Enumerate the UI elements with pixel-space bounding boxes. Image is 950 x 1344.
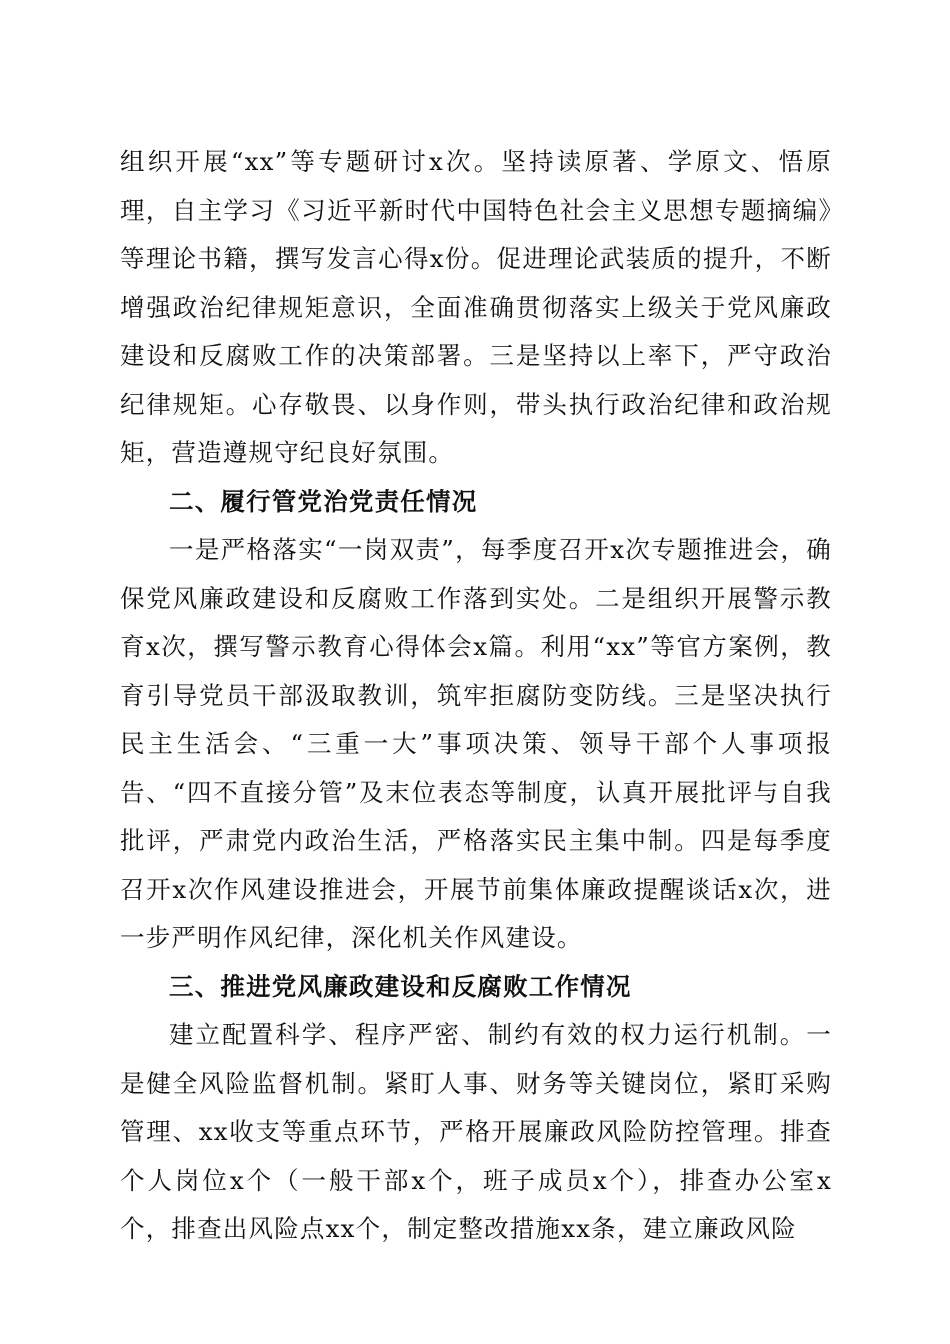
- paragraph-section-3: 建立配置科学、程序严密、制约有效的权力运行机制。一是健全风险监督机制。紧盯人事、财务等关键岗位，紧盯采购管理、xx收支等重点环节，严格开展廉政风险防控管理。排查个人岗位x个（一般干部x个，班子成员x个），排查办公室x个，排查出风险点xx个，制定整改措施xx条，建立廉政风险: [120, 1020, 832, 1243]
- paragraph-continuation: 组织开展“xx”等专题研讨x次。坚持读原著、学原文、悟原理，自主学习《习近平新时代中国特色社会主义思想专题摘编》等理论书籍，撰写发言心得x份。促进理论武装质的提升，不断增强政治纪律规矩意识，全面准确贯彻落实上级关于党风廉政建设和反腐败工作的决策部署。三是坚持以上率下，严守政治纪律规矩。心存敬畏、以身作则，带头执行政治纪律和政治规矩，营造遵规守纪良好氛围。: [120, 147, 832, 467]
- section-heading-2: 二、履行管党治党责任情况: [169, 486, 478, 516]
- paragraph-section-2: 一是严格落实“一岗双责”，每季度召开x次专题推进会，确保党风廉政建设和反腐败工作落到实处。二是组织开展警示教育x次，撰写警示教育心得体会x篇。利用“xx”等官方案例，教育引导党员干部汲取教训，筑牢拒腐防变防线。三是坚决执行民主生活会、“三重一大”事项决策、领导干部个人事项报告、“四不直接分管”及末位表态等制度，认真开展批评与自我批评，严肃党内政治生活，严格落实民主集中制。四是每季度召开x次作风建设推进会，开展节前集体廉政提醒谈话x次，进一步严明作风纪律，深化机关作风建设。: [120, 535, 832, 952]
- section-heading-3: 三、推进党风廉政建设和反腐败工作情况: [169, 971, 632, 1001]
- document-page: [120, 138, 832, 1254]
